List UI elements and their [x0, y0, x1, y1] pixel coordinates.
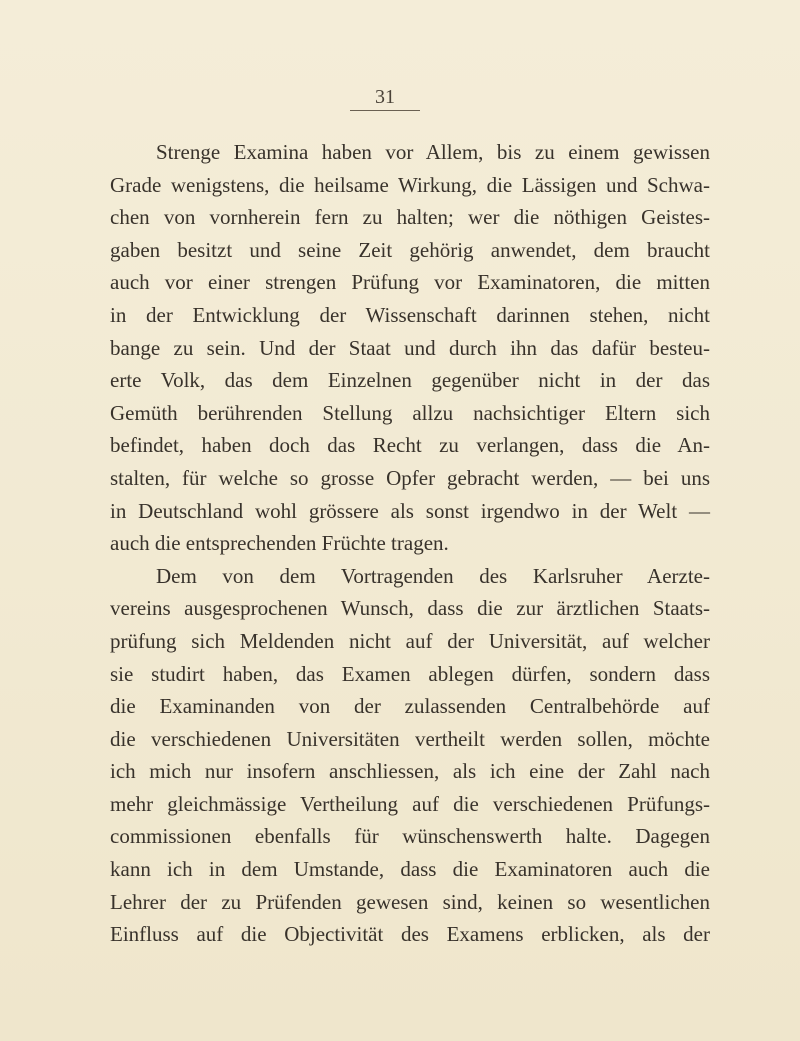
page-number: 31: [350, 86, 420, 111]
text-line: Strenge Examina haben vor Allem, bis zu einem gewissen: [156, 140, 710, 164]
text-line: Einfluss auf die Objectivität des Examens erblicken, als der: [110, 922, 710, 947]
text-line: prüfung sich Meldenden nicht auf der Universität, auf welcher: [110, 628, 710, 653]
text-line: befindet, haben doch das Recht zu verlangen, dass die An-: [110, 433, 710, 458]
text-line: mehr gleichmässige Vertheilung auf die verschiedenen Prüfungs-: [110, 791, 710, 816]
text-line: Gemüth berührenden Stellung allzu nachsichtiger Eltern sich: [110, 400, 710, 425]
text-line: Lehrer der zu Prüfenden gewesen sind, keinen so wesentlichen: [110, 889, 710, 914]
text-line: commissionen ebenfalls für wünschenswerth halte. Dagegen: [110, 824, 710, 849]
text-line: vereins ausgesprochenen Wunsch, dass die zur ärztlichen Staats-: [110, 596, 710, 621]
text-line: kann ich in dem Umstande, dass die Examinatoren auch die: [110, 857, 710, 882]
text-line: sie studirt haben, das Examen ablegen dürfen, sondern dass: [110, 661, 710, 686]
text-line: auch die entsprechenden Früchte tragen.: [110, 531, 449, 556]
text-line: die Examinanden von der zulassenden Centralbehörde auf: [110, 694, 710, 719]
text-line: bange zu sein. Und der Staat und durch ihn das dafür besteu-: [110, 335, 710, 360]
text-line: erte Volk, das dem Einzelnen gegenüber nicht in der das: [110, 368, 710, 393]
text-line: in der Entwicklung der Wissenschaft darinnen stehen, nicht: [110, 302, 710, 327]
text-line: in Deutschland wohl grössere als sonst irgendwo in der Welt —: [110, 498, 710, 523]
text-line: gaben besitzt und seine Zeit gehörig anwendet, dem braucht: [110, 237, 710, 262]
text-line: stalten, für welche so grosse Opfer gebracht werden, — bei uns: [110, 465, 710, 490]
text-line: ich mich nur insofern anschliessen, als ich eine der Zahl nach: [110, 759, 710, 784]
text-line: auch vor einer strengen Prüfung vor Examinatoren, die mitten: [110, 270, 710, 295]
body-text: [110, 136, 710, 951]
text-line: Grade wenigstens, die heilsame Wirkung, die Lässigen und Schwa-: [110, 172, 710, 197]
text-line: die verschiedenen Universitäten vertheilt werden sollen, möchte: [110, 726, 710, 751]
text-line: Dem von dem Vortragenden des Karlsruher Aerzte-: [156, 563, 710, 588]
text-line: chen von vornherein fern zu halten; wer die nöthigen Geistes-: [110, 205, 710, 230]
